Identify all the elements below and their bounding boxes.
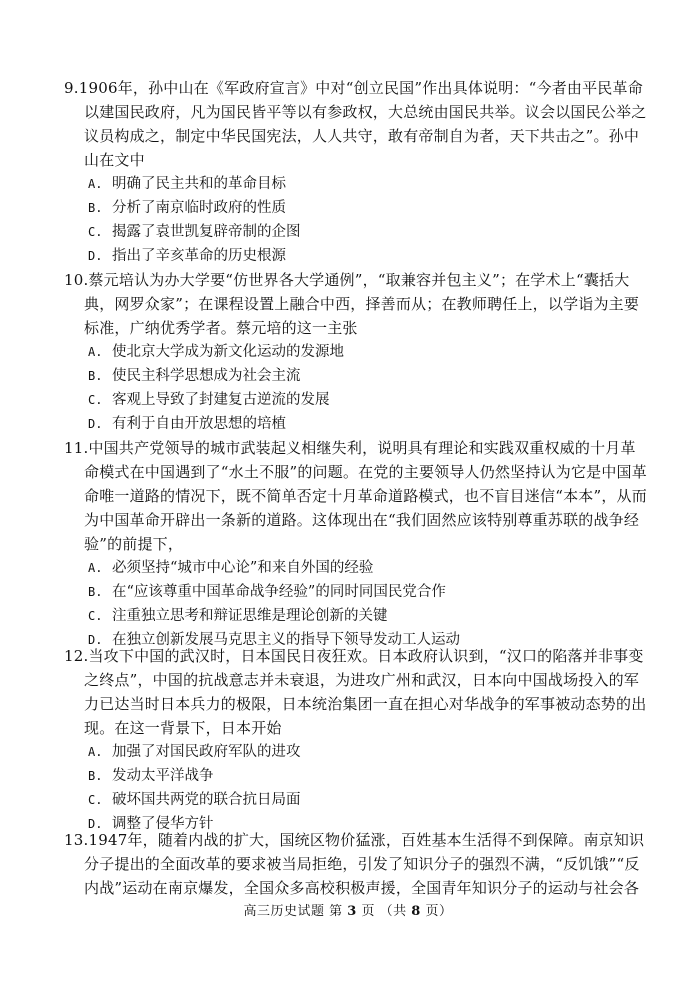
option-letter: B.	[88, 369, 103, 383]
option-text: 揭露了袁世凯复辟帝制的企图	[112, 224, 301, 240]
option-letter: A.	[88, 177, 103, 191]
option-letter: A.	[88, 345, 103, 359]
option-text: 发动太平洋战争	[112, 768, 214, 784]
option-text: 在“应该尊重中国革命战争经验”的同时同国民党合作	[112, 584, 446, 600]
question-10	[64, 268, 648, 436]
option-text: 使北京大学成为新文化运动的发源地	[112, 344, 344, 360]
option-letter: B.	[88, 769, 103, 783]
question-stem	[64, 436, 648, 556]
question-text: 1947年，随着内战的扩大，国统区物价猛涨，百姓基本生活得不到保障。南京知识分子提出的全面改革的要求被当局拒绝，引发了知识分子的强烈不满，“反饥饿”“反内战”运动在南京爆发，全国众多高校积极声援，全国青年知识分子的运动与社会各	[84, 831, 645, 897]
option-text: 分析了南京临时政府的性质	[112, 200, 286, 216]
question-stem	[64, 644, 648, 740]
question-text: 1906年，孙中山在《军政府宣言》中对“创立民国”作出具体说明：“今者由平民革命以建国民政府，凡为国民皆平等以有参政权，大总统由国民共举。议会以国民公举之议员构成之，制定中华民国宪法，人人共守，敢有帝制自为者，天下共击之”。孙中山在文中	[78, 79, 647, 169]
option-letter: C.	[88, 609, 103, 623]
option-text: 明确了民主共和的革命目标	[112, 176, 286, 192]
option-d	[64, 412, 648, 436]
option-text: 加强了对国民政府军队的进攻	[112, 744, 301, 760]
option-c	[64, 788, 648, 812]
question-text: 中国共产党领导的城市武装起义相继失利，说明具有理论和实践双重权威的十月革命模式在中国遇到了“水土不服”的问题。在党的主要领导人仍然坚持认为它是中国革命唯一道路的情况下，既不简单否定十月革命道路模式，也不盲目迷信“本本”，从而为中国革命开辟出一条新的道路。这体现出在“我们固然应该特别尊重苏联的战争经验”的前提下，	[84, 439, 647, 553]
option-b	[64, 196, 648, 220]
option-text: 注重独立思考和辩证思维是理论创新的关键	[112, 608, 388, 624]
option-b	[64, 364, 648, 388]
option-a	[64, 172, 648, 196]
question-13	[64, 828, 648, 900]
question-number: 12.	[64, 647, 89, 665]
option-text: 在独立创新发展马克思主义的指导下领导发动工人运动	[112, 632, 460, 648]
question-number: 11.	[64, 439, 89, 457]
question-stem	[64, 76, 648, 172]
option-letter: D.	[88, 633, 103, 647]
option-d	[64, 244, 648, 268]
footer-total-pages: 8	[411, 904, 421, 919]
option-a	[64, 740, 648, 764]
question-stem	[64, 828, 648, 900]
option-letter: B.	[88, 201, 103, 215]
option-c	[64, 220, 648, 244]
option-b	[64, 764, 648, 788]
footer-page-prefix: 第	[329, 904, 343, 919]
question-text: 当攻下中国的武汉时，日本国民日夜狂欢。日本政府认识到，“汉口的陷落并非事变之终点”，中国的抗战意志并未衰退，为进攻广州和武汉，日本向中国战场投入的军力已达当时日本兵力的极限，日本统治集团一直在担心对华战争的军事被动态势的出现。在这一背景下，日本开始	[84, 647, 647, 737]
question-text: 蔡元培认为办大学要“仿世界各大学通例”，“取兼容并包主义”；在学术上“囊括大典，网罗众家”；在课程设置上融合中西，择善而从；在教师聘任上，以学诣为主要标准，广纳优秀学者。蔡元培的这一主张	[84, 271, 640, 337]
question-number: 10.	[64, 271, 89, 289]
option-letter: D.	[88, 249, 103, 263]
option-text: 指出了辛亥革命的历史根源	[112, 248, 286, 264]
page-footer	[0, 902, 696, 922]
option-letter: A.	[88, 745, 103, 759]
footer-total-prefix: （共	[379, 904, 407, 919]
question-11	[64, 436, 648, 652]
option-b	[64, 580, 648, 604]
footer-page-suffix: 页	[361, 904, 375, 919]
footer-subject: 高三历史试题	[243, 904, 325, 919]
option-a	[64, 556, 648, 580]
footer-total-suffix: 页）	[425, 904, 453, 919]
option-text: 使民主科学思想成为社会主流	[112, 368, 301, 384]
question-number: 9.	[64, 79, 79, 97]
question-number: 13.	[64, 831, 89, 849]
option-letter: B.	[88, 585, 103, 599]
option-letter: C.	[88, 793, 103, 807]
option-text: 破坏国共两党的联合抗日局面	[112, 792, 301, 808]
question-stem	[64, 268, 648, 340]
option-text: 调整了侵华方针	[112, 816, 214, 832]
option-text: 客观上导致了封建复古逆流的发展	[112, 392, 330, 408]
option-letter: D.	[88, 817, 103, 831]
option-letter: C.	[88, 393, 103, 407]
footer-page-number: 3	[347, 904, 357, 919]
question-9	[64, 76, 648, 268]
option-c	[64, 604, 648, 628]
question-12	[64, 644, 648, 836]
option-letter: C.	[88, 225, 103, 239]
option-text: 必须坚持“城市中心论”和来自外国的经验	[112, 560, 374, 576]
option-a	[64, 340, 648, 364]
option-c	[64, 388, 648, 412]
option-letter: A.	[88, 561, 103, 575]
option-text: 有利于自由开放思想的培植	[112, 416, 286, 432]
option-letter: D.	[88, 417, 103, 431]
